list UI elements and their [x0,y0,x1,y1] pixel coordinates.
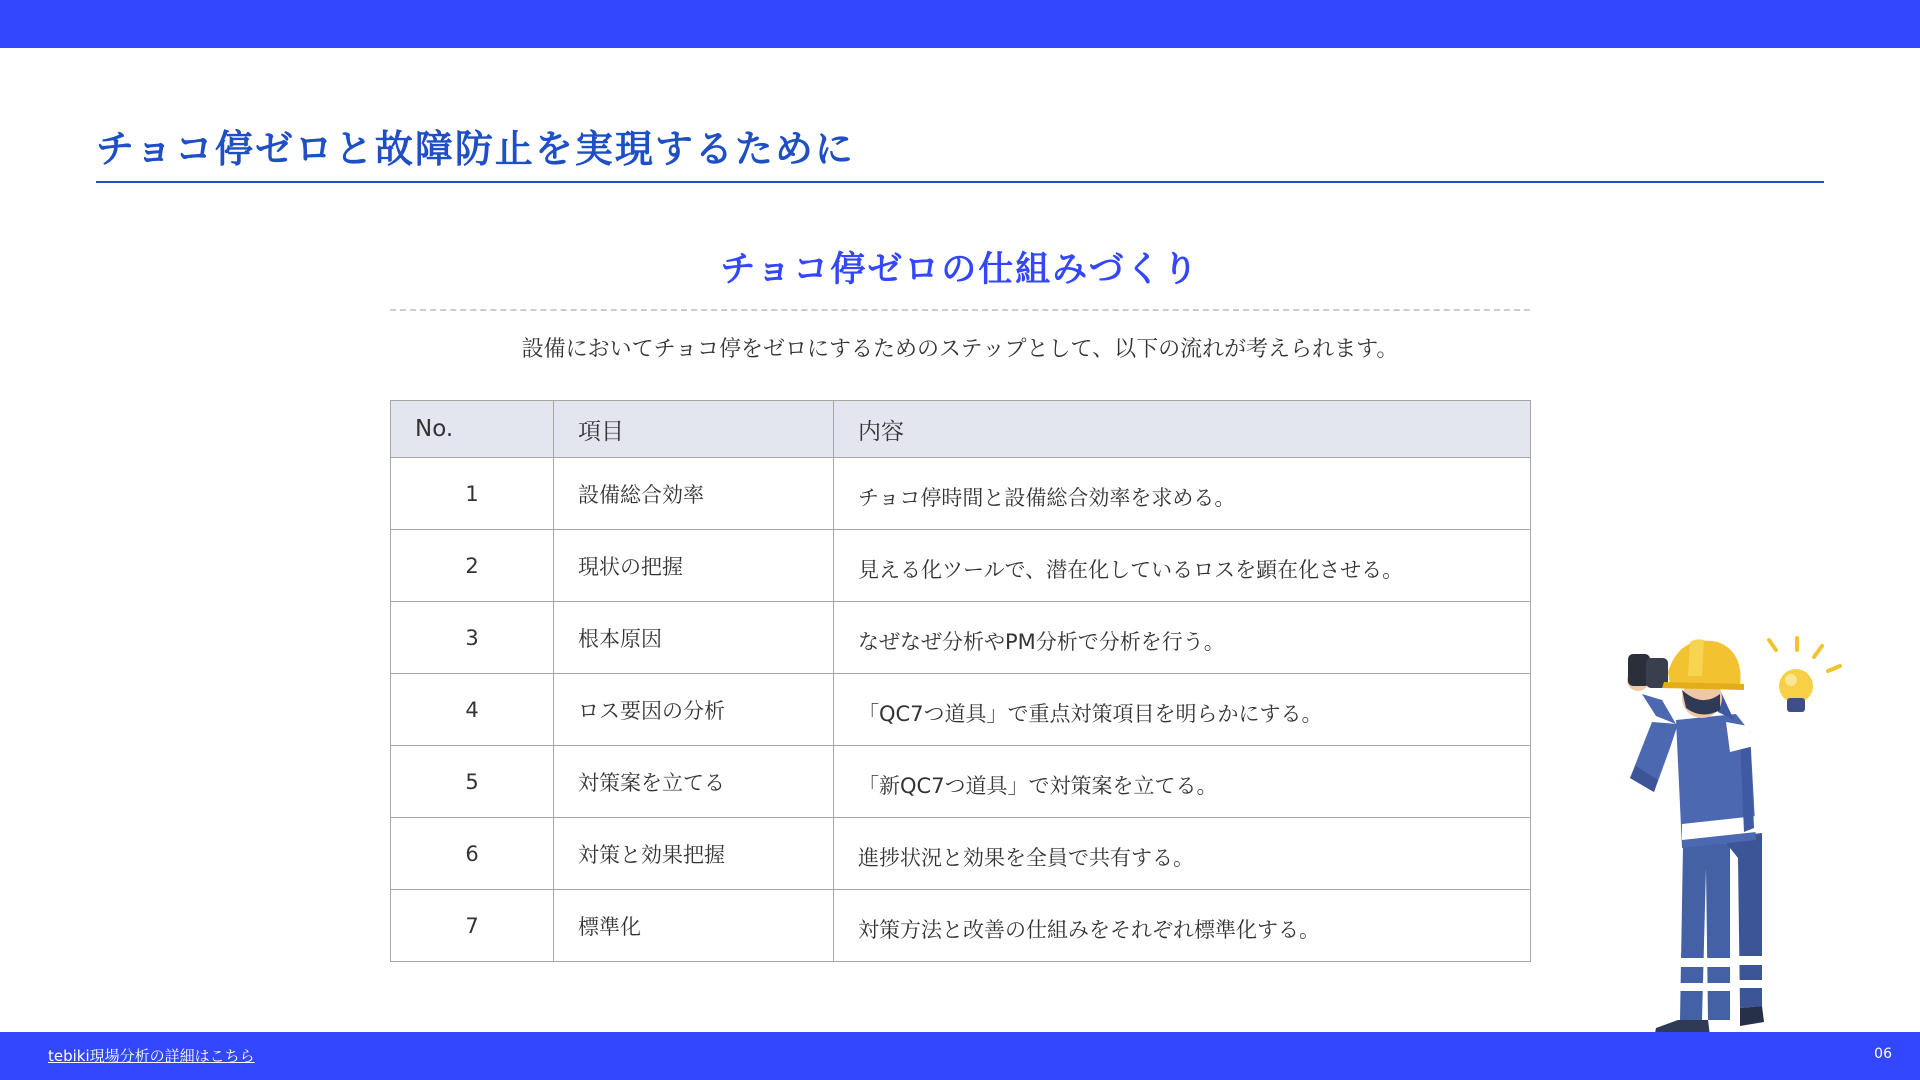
table-header-row [391,401,1531,458]
bottom-accent-bar [0,1032,1920,1080]
idea-rays-icon [1769,638,1840,671]
intro-text: 設備においてチョコ停をゼロにするためのステップとして、以下の流れが考えられます。 [521,337,1399,362]
row-item: 対策と効果把握 [554,818,834,890]
row-item: 根本原因 [554,602,834,674]
top-accent-bar [0,0,1920,48]
page-number: 06 [1874,1046,1892,1062]
details-link[interactable]: tebiki現場分析の詳細はこちら [48,1047,255,1065]
row-content: 見える化ツールで、潜在化しているロスを顕在化させる。 [834,530,1531,602]
row-item: 対策案を立てる [554,746,834,818]
worker-figure [1627,639,1764,1038]
section-heading: チョコ停ゼロの仕組みづくり [720,250,1200,290]
row-content: 進捗状況と効果を全員で共有する。 [834,818,1531,890]
table-row [391,602,1531,674]
table-row [391,746,1531,818]
row-number: 4 [391,674,554,746]
header-item: 項目 [554,401,834,458]
worker-binoculars-illustration [1590,628,1850,1068]
lightbulb-icon [1779,669,1813,712]
row-content: なぜなぜ分析やPM分析で分析を行う。 [834,602,1531,674]
row-content: 対策方法と改善の仕組みをそれぞれ標準化する。 [834,890,1531,962]
row-number: 1 [391,458,554,530]
row-number: 5 [391,746,554,818]
table-row [391,890,1531,962]
steps-table [390,400,1531,962]
row-content: 「QC7つ道具」で重点対策項目を明らかにする。 [834,674,1531,746]
row-number: 6 [391,818,554,890]
row-item: ロス要因の分析 [554,674,834,746]
header-content: 内容 [834,401,1531,458]
table-row [391,818,1531,890]
dashed-divider [390,309,1530,311]
header-no: No. [391,401,554,458]
page-title: チョコ停ゼロと故障防止を実現するために [96,127,855,171]
row-content: チョコ停時間と設備総合効率を求める。 [834,458,1531,530]
row-item: 標準化 [554,890,834,962]
title-underline [96,181,1824,183]
row-number: 3 [391,602,554,674]
row-item: 現状の把握 [554,530,834,602]
table-row [391,458,1531,530]
row-number: 7 [391,890,554,962]
table-row [391,530,1531,602]
row-item: 設備総合効率 [554,458,834,530]
table-row [391,674,1531,746]
row-number: 2 [391,530,554,602]
row-content: 「新QC7つ道具」で対策案を立てる。 [834,746,1531,818]
